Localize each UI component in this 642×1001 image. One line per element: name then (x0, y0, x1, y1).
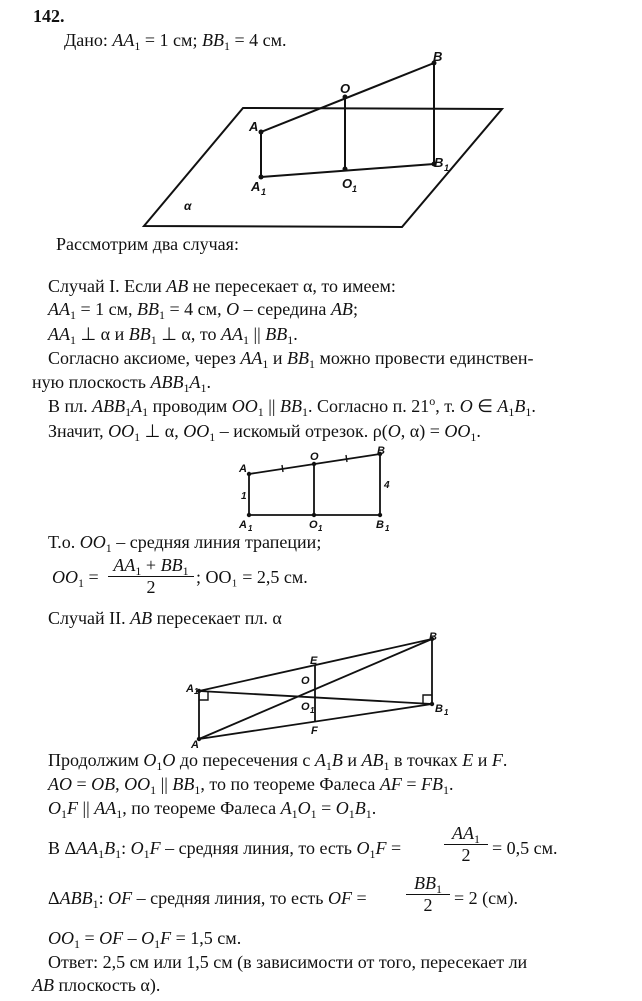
fig3-label-B: B (429, 631, 437, 643)
case1-line4: Согласно аксиоме, через $AA_1$ и $BB_1$ можно провести единствен- (48, 348, 534, 371)
case1-line3: $AA_1$ ⊥ α и $BB_1$ ⊥ α, то $AA_1$ || $BB_1$. (48, 324, 298, 347)
fig1-label-one-a: 1 (261, 187, 267, 197)
case1-line6: В пл. $ABB_1A_1$ проводим $OO_1$ || $BB_1$. Согласно п. 21$^o$, т. O ∈ $A_1B_1$. (48, 394, 536, 419)
formula-of-fraction: $\frac{BB_1}{2}$ (406, 873, 450, 916)
formula-oo1-lhs: $OO_1$ = (52, 567, 99, 590)
fig1-label-one-o: 1 (352, 184, 358, 194)
given-line: Дано: $AA_1 = 1$ см; $BB_1 = 4$ см. (64, 30, 287, 53)
fig3-label-A1: A (186, 683, 194, 695)
fig3-label-B1-sub: 1 (444, 708, 449, 717)
cont-line2: AO = OB, $OO_1$ || $BB_1$, то по теореме Фалеса AF = $FB_1$. (48, 774, 454, 797)
fig3-label-A: A (191, 739, 199, 748)
case1-title: Случай I. Если AB не пересекает α, то имеем: (48, 276, 396, 296)
fig3-label-F: F (311, 725, 318, 737)
fig2-label-B: B (377, 445, 385, 457)
formula-of-result: = 2 (см). (454, 888, 519, 908)
figure-plane-perpendiculars (140, 45, 510, 235)
fig1-label-B: B (433, 49, 443, 64)
fig1-label-O1: O (342, 176, 353, 191)
fig2-label-1: 1 (241, 491, 247, 502)
cont-line1: Продолжим $O_1O$ до пересечения с $A_1B$ и $AB_1$ в точках E и F. (48, 750, 508, 773)
fig3-label-B1: B (435, 703, 443, 715)
case1-line2: $AA_1 = 1$ см, $BB_1 = 4$ см, O – середина AB; (48, 299, 358, 322)
cont-line4: В $\Delta AA_1B_1$: $O_1F$ – средняя линия, то есть $O_1F$ = (48, 838, 402, 861)
case1-line7: Значит, $OO_1$ ⊥ α, $OO_1$ – искомый отрезок. ρ(O, $\alpha) = OO_1$. (48, 421, 481, 444)
answer-line1: Ответ: 2,5 см или 1,5 см (в зависимости от того, пересекает ли (48, 952, 528, 972)
fig2-label-B1: B (376, 519, 384, 531)
fig3-label-E: E (310, 655, 318, 667)
fig1-label-A: A (249, 119, 259, 134)
formula-oo1-fraction: $\frac{AA_1 + BB_1}{2}$ (108, 555, 194, 598)
fig3-label-A1-sub: 1 (194, 687, 199, 696)
fig1-label-one-b: 1 (444, 163, 450, 173)
fig3-label-O1: O (301, 701, 310, 713)
formula-o1f-result: = 0,5 см. (492, 838, 558, 858)
fig3-label-O: O (301, 675, 310, 687)
intro-text: Рассмотрим два случая: (56, 234, 239, 254)
fig1-label-alpha: α (184, 199, 192, 213)
formula-o1f-fraction: $\frac{AA_1}{2}$ (444, 823, 488, 866)
figure-crossing-case (180, 630, 450, 748)
fig3-label-O1-sub: 1 (310, 706, 315, 715)
fig2-label-O1-sub: 1 (318, 524, 323, 532)
fig1-label-A1: A (251, 179, 261, 194)
problem-number: 142. (33, 6, 65, 26)
formula-oo1-result: ; OO₁ = 2,5 см. (196, 567, 308, 587)
fig2-label-O: O (310, 451, 319, 463)
fig2-label-O1: O (309, 519, 318, 531)
fig1-label-O: O (340, 81, 351, 96)
figure-trapezoid (232, 444, 402, 532)
fig2-label-B1-sub: 1 (385, 524, 390, 532)
cont-line5: $\Delta ABB_1$: OF – средняя линия, то есть OF = (48, 888, 367, 911)
fig2-label-4: 4 (384, 480, 390, 491)
case2-title: Случай II. AB пересекает пл. α (48, 608, 282, 628)
cont-line3: $O_1F$ || $AA_1$, по теореме Фалеса $A_1O_1 = O_1B_1$. (48, 798, 377, 821)
case1-line5: ную плоскость $ABB_1A_1$. (32, 372, 211, 395)
cont-line6: $OO_1$ = OF – $O_1F = 1,5$ см. (48, 928, 242, 951)
fig2-label-A1: A (239, 519, 247, 531)
answer-line2: AB плоскость α). (32, 975, 161, 995)
fig1-label-B1: B (434, 155, 444, 170)
case1-line8: Т.о. $OO_1$ – средняя линия трапеции; (48, 532, 322, 555)
fig2-label-A: A (239, 463, 247, 475)
fig2-label-A1-sub: 1 (248, 524, 253, 532)
